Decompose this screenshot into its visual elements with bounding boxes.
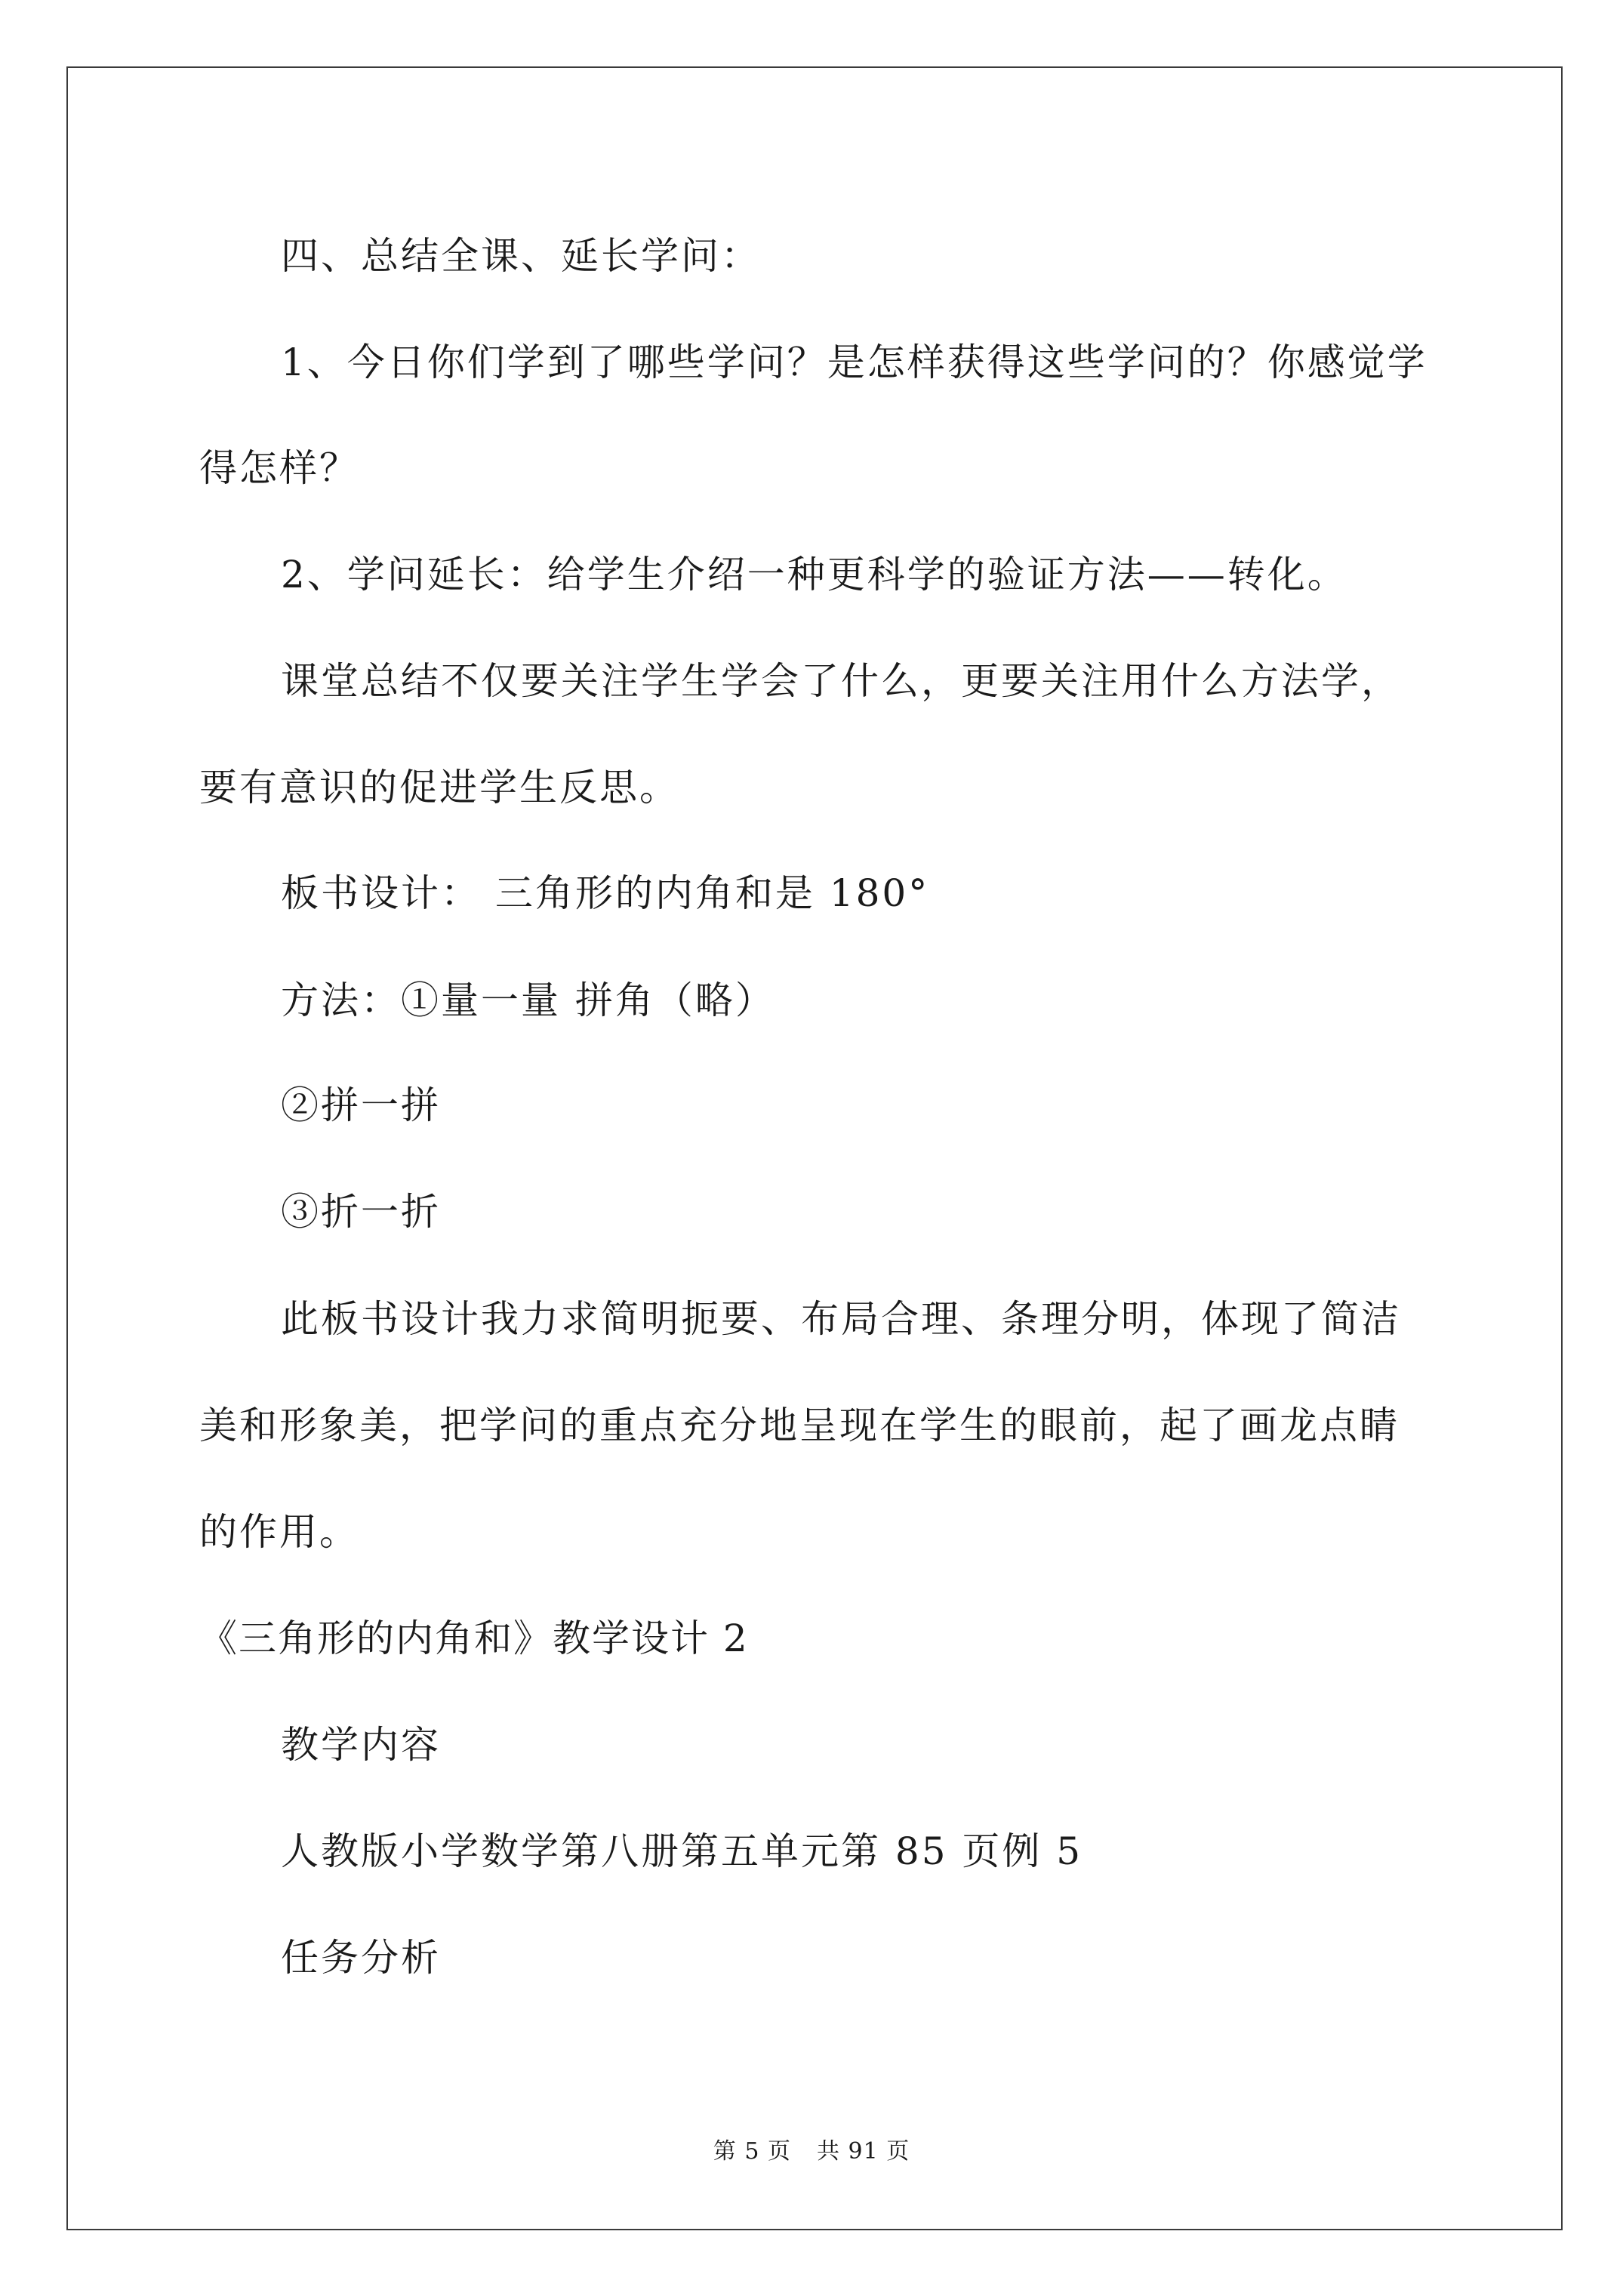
paragraph-line: 此板书设计我力求简明扼要、布局合理、条理分明，体现了简洁 <box>281 1297 1401 1341</box>
document-subtitle: 《三角形的内角和》教学设计 2 <box>199 1616 749 1660</box>
paragraph-line: 人教版小学数学第八册第五单元第 85 页例 5 <box>281 1829 1083 1873</box>
paragraph-line: 任务分析 <box>281 1936 441 1980</box>
paragraph-line: 的作用。 <box>199 1510 359 1554</box>
page-footer <box>0 2138 1623 2165</box>
section-heading-summary: 四、总结全课、延长学问： <box>281 234 761 278</box>
paragraph-line: 得怎样？ <box>199 446 359 490</box>
page-border <box>66 66 1563 2230</box>
page-total: 共 91 页 <box>816 2138 910 2165</box>
paragraph-line: 2、学问延长：给学生介绍一种更科学的验证方法——转化。 <box>281 553 1347 596</box>
paragraph-line: 要有意识的促进学生反思。 <box>199 766 679 809</box>
paragraph-line: ③折一折 <box>281 1190 441 1234</box>
page-number: 第 5 页 <box>713 2138 791 2165</box>
paragraph-line: 方法：①量一量 拼角（略） <box>281 978 775 1022</box>
paragraph-line: 板书设计： 三角形的内角和是 180° <box>281 871 930 915</box>
paragraph-line: 教学内容 <box>281 1723 441 1767</box>
paragraph-line: ②拼一拼 <box>281 1083 441 1127</box>
paragraph-line: 课堂总结不仅要关注学生学会了什么，更要关注用什么方法学， <box>281 659 1401 703</box>
paragraph-line: 1、今日你们学到了哪些学问？是怎样获得这些学问的？你感觉学 <box>281 341 1427 384</box>
paragraph-line: 美和形象美，把学问的重点充分地呈现在学生的眼前，起了画龙点睛 <box>199 1404 1400 1447</box>
